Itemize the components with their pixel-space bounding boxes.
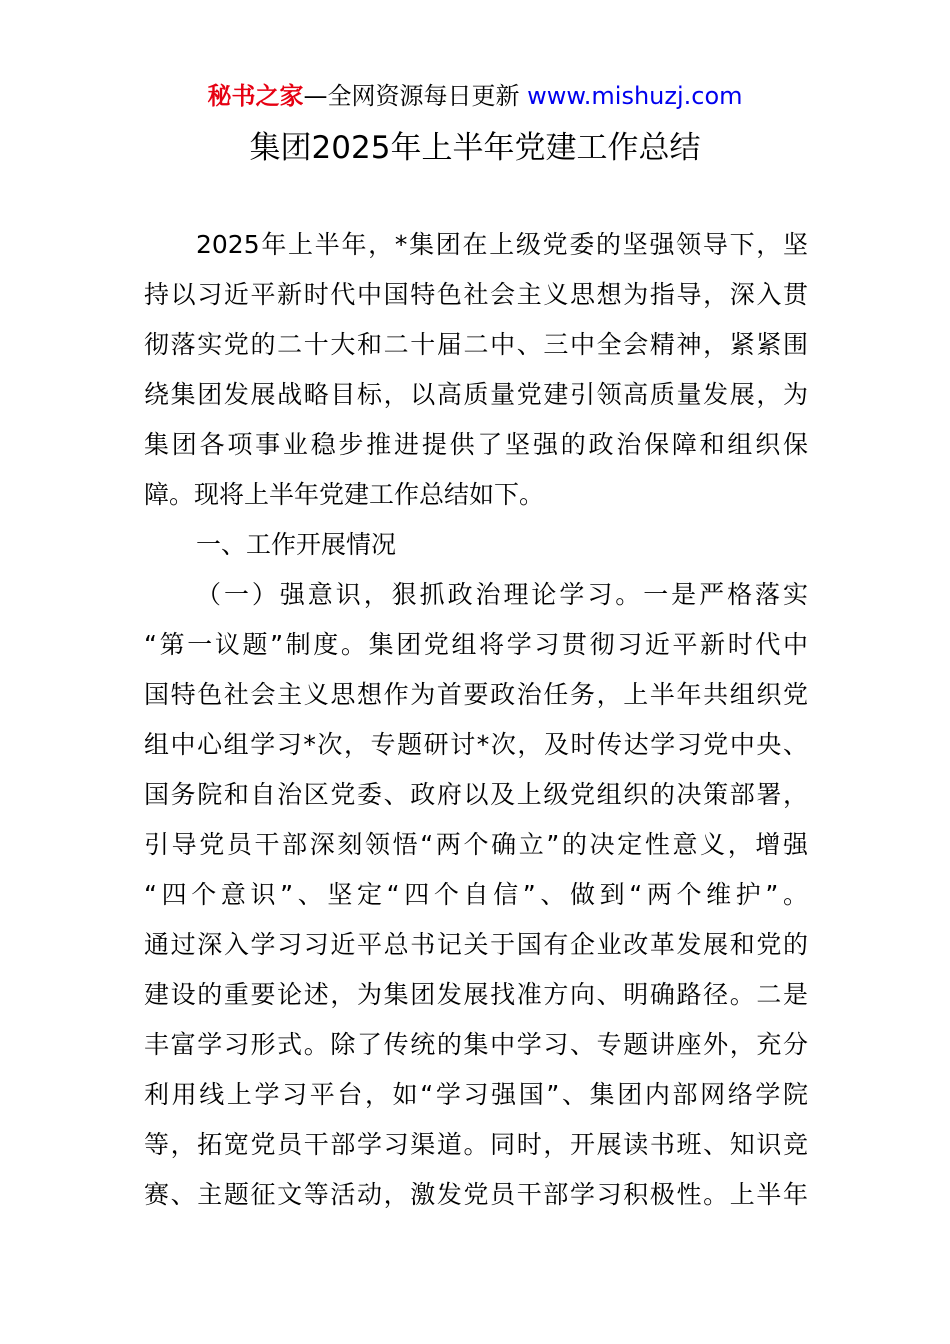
paragraph-line: 引导党员干部深刻领悟“两个确立”的决定性意义，增强	[144, 830, 808, 859]
document-title: 集团2025年上半年党建工作总结	[249, 130, 701, 166]
site-tagline: —全网资源每日更新	[303, 82, 528, 110]
site-header	[0, 80, 950, 112]
paragraph-line: “第一议题”制度。集团党组将学习贯彻习近平新时代中	[144, 630, 808, 659]
paragraph-line: （一）强意识，狠抓政治理论学习。一是严格落实	[196, 580, 808, 609]
paragraph-line: 国特色社会主义思想作为首要政治任务，上半年共组织党	[144, 680, 808, 709]
paragraph-line: 利用线上学习平台，如“学习强国”、集团内部网络学院	[144, 1080, 808, 1109]
paragraph-line: 赛、主题征文等活动，激发党员干部学习积极性。上半年	[144, 1180, 808, 1209]
paragraph-line: 组中心组学习*次，专题研讨*次，及时传达学习党中央、	[144, 730, 808, 759]
paragraph-line: 等，拓宽党员干部学习渠道。同时，开展读书班、知识竞	[144, 1130, 808, 1159]
paragraph-line: 集团各项事业稳步推进提供了坚强的政治保障和组织保	[144, 430, 808, 459]
paragraph-line: 持以习近平新时代中国特色社会主义思想为指导，深入贯	[144, 280, 808, 309]
section-heading: 一、工作开展情况	[196, 530, 397, 559]
paragraph-line: 障。现将上半年党建工作总结如下。	[144, 480, 545, 509]
site-brand: 秘书之家	[207, 82, 304, 110]
paragraph-line: 国务院和自治区党委、政府以及上级党组织的决策部署，	[144, 780, 808, 809]
paragraph-line: 绕集团发展战略目标，以高质量党建引领高质量发展，为	[144, 380, 808, 409]
paragraph-line: 通过深入学习习近平总书记关于国有企业改革发展和党的	[144, 930, 808, 959]
paragraph-line: 丰富学习形式。除了传统的集中学习、专题讲座外，充分	[144, 1030, 808, 1059]
paragraph-line: 建设的重要论述，为集团发展找准方向、明确路径。二是	[144, 980, 808, 1009]
site-url-link[interactable]: www.mishuzj.com	[527, 82, 743, 110]
paragraph-line: 彻落实党的二十大和二十届二中、三中全会精神，紧紧围	[144, 330, 808, 359]
paragraph-line: “四个意识”、坚定“四个自信”、做到“两个维护”。	[144, 880, 808, 909]
paragraph-line: 2025年上半年，*集团在上级党委的坚强领导下，坚	[196, 230, 808, 259]
